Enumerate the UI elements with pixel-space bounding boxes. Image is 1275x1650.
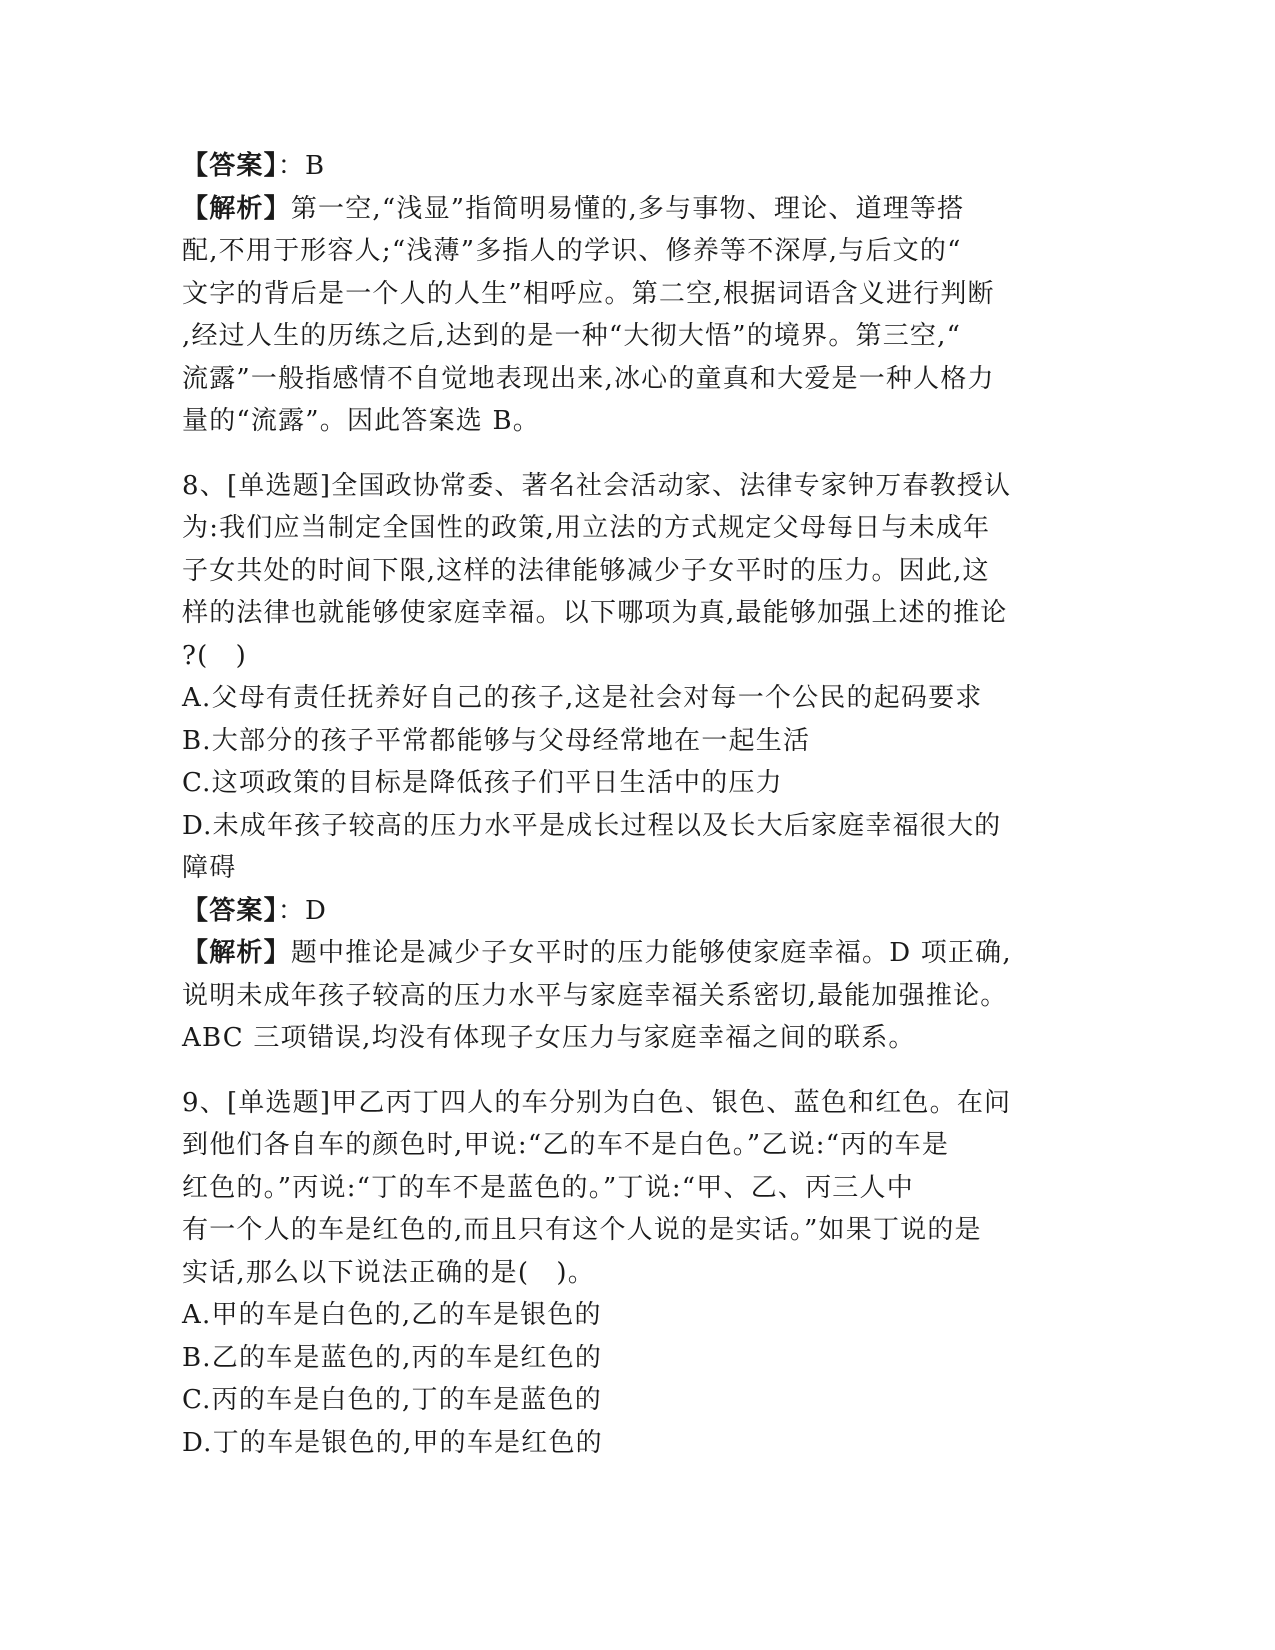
q8-analysis-text: 说明未成年孩子较高的压力水平与家庭幸福关系密切,最能加强推论。 xyxy=(182,980,1008,1011)
q8-stem: 8、[单选题]全国政协常委、著名社会活动家、法律专家钟万春教授认 xyxy=(182,470,1012,501)
q8-option-d: D.未成年孩子较高的压力水平是成长过程以及长大后家庭幸福很大的 xyxy=(182,810,1002,841)
q8-answer-separator: ： xyxy=(277,895,306,926)
q8-option-d-continued: 障碍 xyxy=(182,853,237,883)
q8-analysis-line xyxy=(182,932,1082,975)
q7-answer-separator: ： xyxy=(277,151,306,181)
q9-stem: 红色的。”丙说:“丁的车不是蓝色的。”丁说:“甲、乙、丙三人中 xyxy=(182,1172,914,1203)
q7-analysis-line xyxy=(182,188,1082,231)
q7-answer-value: B xyxy=(305,151,326,181)
q9-stem: 实话,那么以下说法正确的是( )。 xyxy=(182,1257,595,1288)
q8-answer-line xyxy=(182,890,1082,933)
q8-stem: ?( ) xyxy=(182,640,248,671)
q8-stem: 样的法律也就能够使家庭幸福。以下哪项为真,最能够加强上述的推论 xyxy=(182,598,1008,628)
q7-analysis-text: 量的“流露”。因此答案选 B。 xyxy=(182,406,540,436)
q8-answer-label: 【答案】 xyxy=(182,895,278,926)
q9-option-b: B.乙的车是蓝色的,丙的车是红色的 xyxy=(182,1342,603,1373)
q7-analysis-text: 配,不用于形容人;“浅薄”多指人的学识、修养等不深厚,与后文的“ xyxy=(182,236,962,266)
q7-analysis-text: 文字的背后是一个人的人生”相呼应。第二空,根据词语含义进行判断 xyxy=(182,278,995,309)
q8-option-c: C.这项政策的目标是降低孩子们平日生活中的压力 xyxy=(182,768,783,798)
q8-analysis-label: 【解析】 xyxy=(182,938,291,968)
q8-stem: 子女共处的时间下限,这样的法律能够减少子女平时的压力。因此,这 xyxy=(182,555,990,586)
q8-analysis-text: 题中推论是减少子女平时的压力能够使家庭幸福。D 项正确, xyxy=(290,938,1012,968)
q7-answer-label: 【答案】 xyxy=(182,151,278,181)
q9-stem: 到他们各自车的颜色时,甲说:“乙的车不是白色。”乙说:“丙的车是 xyxy=(182,1130,950,1160)
q7-analysis-label: 【解析】 xyxy=(182,193,291,224)
q8-option-b: B.大部分的孩子平常都能够与父母经常地在一起生活 xyxy=(182,725,811,756)
q9-option-d: D.丁的车是银色的,甲的车是红色的 xyxy=(182,1427,603,1458)
q7-analysis-text: 流露”一般指感情不自觉地表现出来,冰心的童真和大爱是一种人格力 xyxy=(182,363,995,394)
q8-stem: 为:我们应当制定全国性的政策,用立法的方式规定父母每日与未成年 xyxy=(182,513,991,543)
q9-stem: 9、[单选题]甲乙丙丁四人的车分别为白色、银色、蓝色和红色。在问 xyxy=(182,1087,1012,1118)
q7-analysis-text: 第一空,“浅显”指简明易懂的,多与事物、理论、道理等搭 xyxy=(290,193,965,224)
q8-option-a: A.父母有责任抚养好自己的孩子,这是社会对每一个公民的起码要求 xyxy=(182,683,983,713)
q9-option-c: C.丙的车是白色的,丁的车是蓝色的 xyxy=(182,1385,602,1415)
q8-analysis-text: ABC 三项错误,均没有体现子女压力与家庭幸福之间的联系。 xyxy=(182,1023,916,1053)
q9-option-a: A.甲的车是白色的,乙的车是银色的 xyxy=(182,1300,602,1330)
q9-stem: 有一个人的车是红色的,而且只有这个人说的是实话。”如果丁说的是 xyxy=(182,1215,982,1245)
q8-answer-value: D xyxy=(305,895,328,926)
q7-analysis-text: ,经过人生的历练之后,达到的是一种“大彻大悟”的境界。第三空,“ xyxy=(182,321,962,351)
q7-answer-line xyxy=(182,145,1082,188)
document-page xyxy=(182,145,1082,1464)
section-gap xyxy=(182,443,1082,465)
section-gap xyxy=(182,1060,1082,1082)
